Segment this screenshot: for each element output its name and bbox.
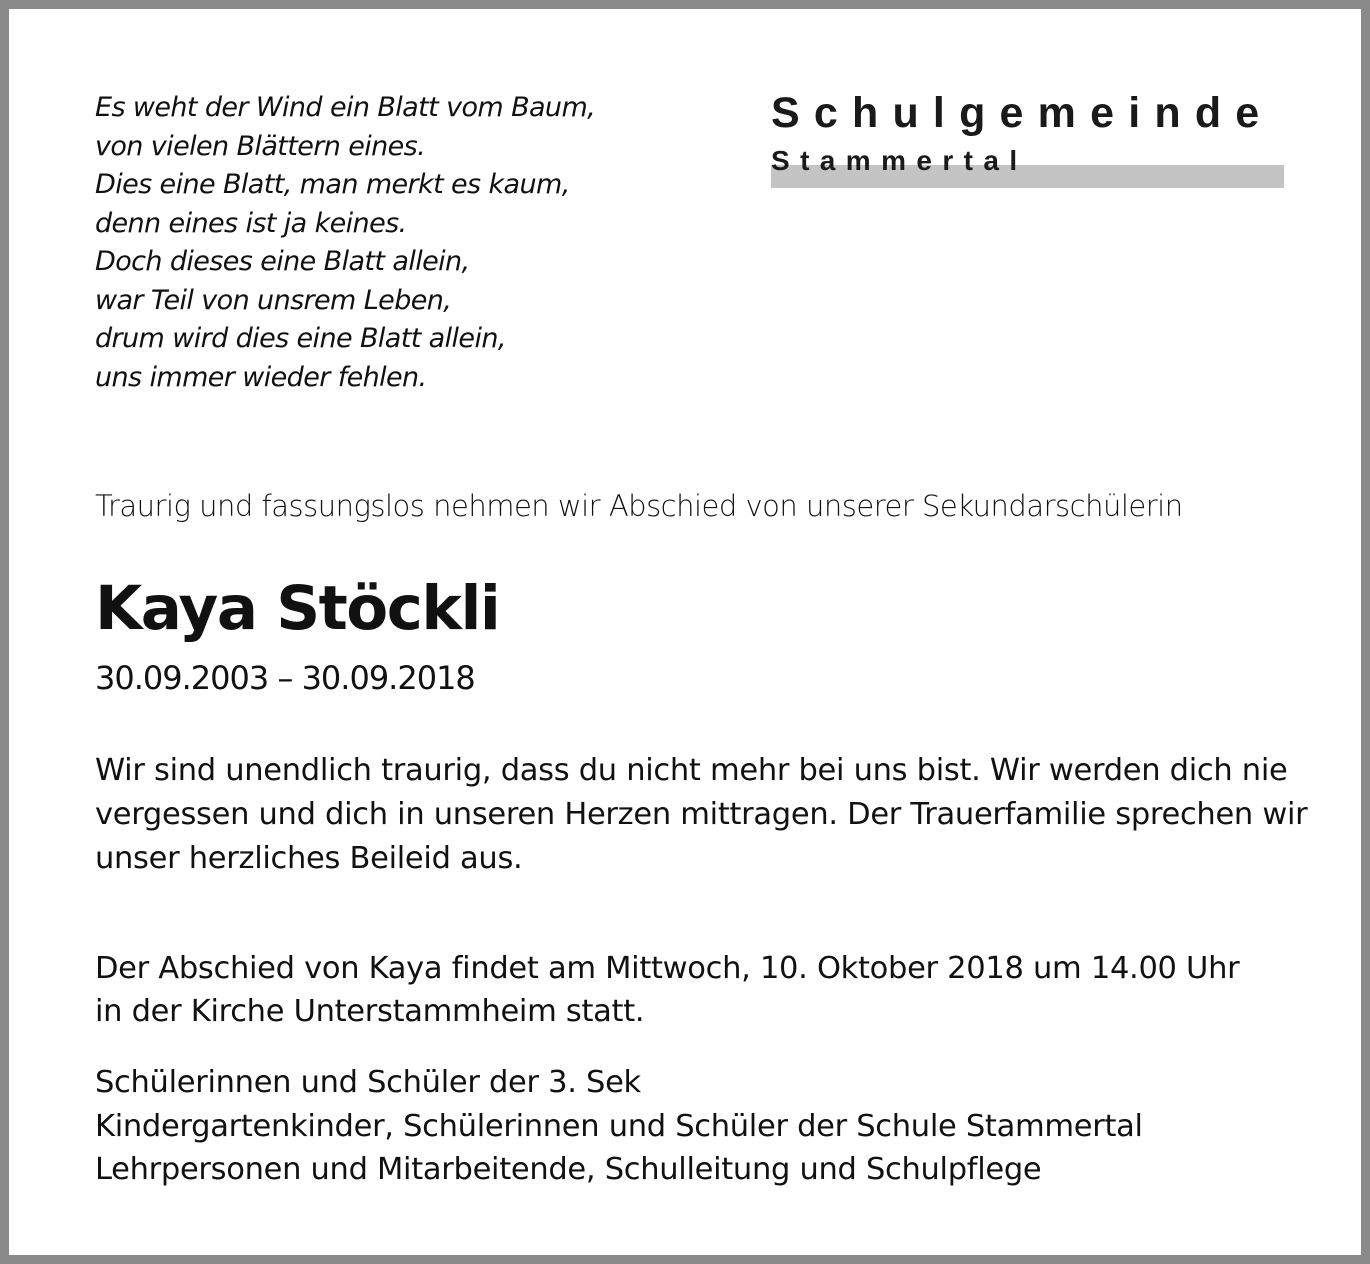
obituary-notice <box>9 9 1361 1255</box>
sender-line: Lehrpersonen und Mitarbeitende, Schulleitung und Schulpflege <box>95 1152 1042 1187</box>
message-line: vergessen und dich in unseren Herzen mittragen. Der Trauerfamilie sprechen wir <box>95 797 1308 832</box>
farewell-line: Der Abschied von Kaya findet am Mittwoch, 10. Oktober 2018 um 14.00 Uhr <box>95 951 1240 986</box>
poem-line: war Teil von unsrem Leben, <box>95 284 452 316</box>
farewell-info <box>95 947 1239 1033</box>
school-logo <box>771 89 1284 189</box>
sender-line: Schülerinnen und Schüler der 3. Sek <box>95 1065 641 1100</box>
condolence-message <box>95 749 1308 881</box>
poem-line: drum wird dies eine Blatt allein, <box>95 323 506 354</box>
senders-list <box>95 1061 1143 1192</box>
message-line: unser herzliches Beileid aus. <box>95 841 523 876</box>
sender-line: Kindergartenkinder, Schülerinnen und Schüler der Schule Stammertal <box>95 1108 1143 1144</box>
farewell-line: in der Kirche Unterstammheim statt. <box>95 994 645 1029</box>
poem <box>95 89 695 397</box>
life-dates: 30.09.2003 – 30.09.2018 <box>95 659 475 697</box>
poem-line: Doch dieses eine Blatt allein, <box>95 246 470 277</box>
poem-line: von vielen Blättern eines. <box>95 130 426 162</box>
poem-line: Es weht der Wind ein Blatt vom Baum, <box>95 92 596 123</box>
poem-line: Dies eine Blatt, man merkt es kaum, <box>95 169 570 200</box>
logo-title: Schulgemeinde <box>771 89 1274 137</box>
message-line: Wir sind unendlich traurig, dass du nicht mehr bei uns bist. Wir werden dich nie <box>95 753 1288 788</box>
poem-line: denn eines ist ja keines. <box>95 207 407 239</box>
logo-subtitle: Stammertal <box>771 145 1028 176</box>
poem-line: uns immer wieder fehlen. <box>95 361 427 393</box>
intro-text: Traurig und fassungslos nehmen wir Abschied von unserer Sekundarschülerin <box>95 489 1183 523</box>
deceased-name: Kaya Stöckli <box>95 573 500 644</box>
